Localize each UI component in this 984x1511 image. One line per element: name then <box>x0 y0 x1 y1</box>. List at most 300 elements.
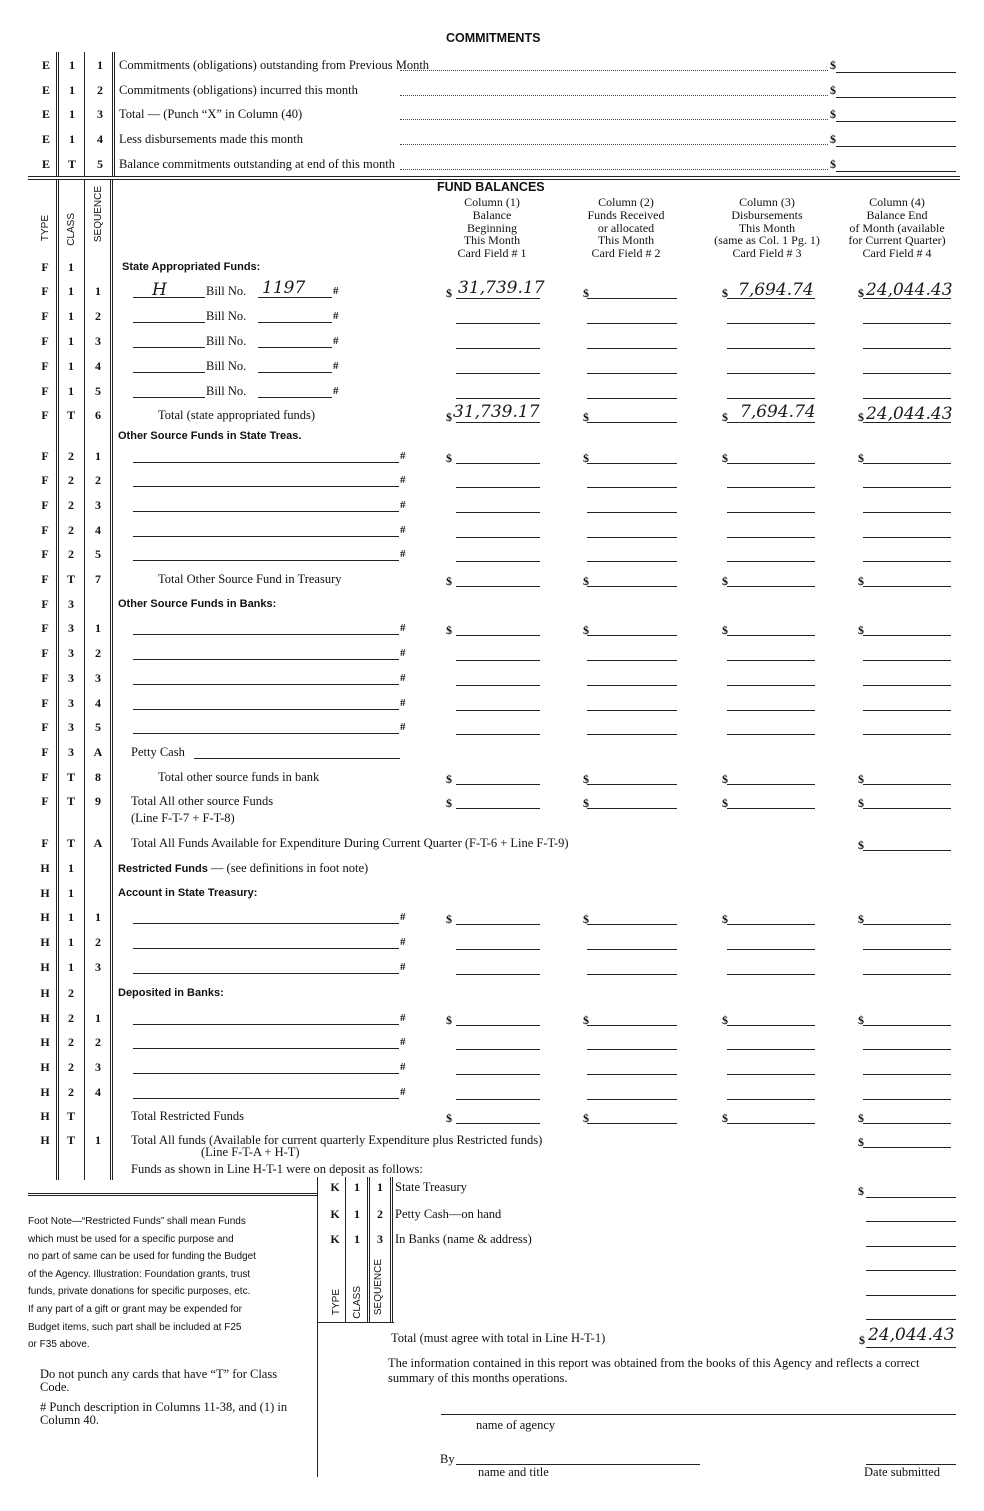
row-label: Total All Funds Available for Expenditure During Current Quarter (F-T-6 + Line F-T-9) <box>131 836 569 850</box>
row-sequence: A <box>93 836 103 850</box>
punch-mark: # <box>400 911 406 923</box>
row-sequence: 1 <box>95 621 101 635</box>
amount-dollar: $ <box>446 1013 452 1027</box>
row-type: F <box>41 523 49 537</box>
row-class: 3 <box>68 745 74 759</box>
commit-class: 1 <box>69 83 75 97</box>
row-class: 1 <box>68 309 74 323</box>
amount-col1-field[interactable] <box>456 924 540 925</box>
amount-col1-field[interactable] <box>456 1049 540 1050</box>
row-class: 1 <box>68 910 74 924</box>
amount-col3-field[interactable] <box>727 1074 815 1075</box>
punch-mark: # <box>400 672 406 684</box>
header-type: TYPE <box>40 215 51 242</box>
footnote-line: of the Agency. Illustration: Foundation grants, trust <box>28 1268 251 1280</box>
amount-col2-field[interactable] <box>587 487 677 488</box>
amount-col1-field[interactable] <box>456 373 540 374</box>
row-type: F <box>41 572 49 586</box>
row-label: Account in State Treasury: <box>118 887 258 899</box>
description-field[interactable] <box>133 973 399 974</box>
amount-col3-field[interactable] <box>727 512 815 513</box>
bill-type-field[interactable] <box>133 322 205 323</box>
amount-col2-field[interactable] <box>587 660 677 661</box>
amount-col3-field[interactable] <box>727 924 815 925</box>
row-class: 3 <box>68 621 74 635</box>
description-field[interactable] <box>133 948 399 949</box>
row-label: Total Restricted Funds <box>131 1109 245 1123</box>
row-sequence: 2 <box>95 935 101 949</box>
row-class: 2 <box>68 1060 74 1074</box>
deposit-amount-field[interactable] <box>866 1295 956 1296</box>
commit-amount-field[interactable] <box>836 121 956 122</box>
commit-amount-field[interactable] <box>836 146 956 147</box>
amount-col2-field[interactable] <box>587 512 677 513</box>
col4-header-line: for Current Quarter) <box>848 233 946 248</box>
by-label: By <box>440 1452 455 1466</box>
amount-col2-field[interactable] <box>587 1049 677 1050</box>
amount-col3-field[interactable] <box>727 808 815 809</box>
row-sequence: 4 <box>95 523 101 537</box>
amount-col3-field[interactable] <box>727 1099 815 1100</box>
row-type: F <box>41 384 49 398</box>
description-field[interactable] <box>133 560 399 561</box>
row-type: H <box>40 1133 50 1147</box>
col2-header-line: Column (2) <box>598 195 654 209</box>
hw-col3-ft6: 7,694.74 <box>740 402 816 422</box>
row-sequence: 3 <box>95 334 101 348</box>
ft9-sublabel: (Line F-T-7 + F-T-8) <box>131 811 235 825</box>
description-field[interactable] <box>133 1098 399 1099</box>
col1-header-line: This Month <box>463 233 521 248</box>
commit-amount-field[interactable] <box>836 72 956 73</box>
description-field[interactable] <box>133 659 399 660</box>
row-class: T <box>66 770 75 784</box>
amount-col1-field[interactable] <box>456 537 540 538</box>
final-total-dollar: $ <box>859 1333 865 1347</box>
amount-dollar: $ <box>446 912 452 926</box>
footnote-line: or F35 above. <box>28 1339 90 1351</box>
row-class: 1 <box>68 260 74 274</box>
amount-col2-field[interactable] <box>587 348 677 349</box>
amount-col3-field[interactable] <box>727 373 815 374</box>
amount-dollar: $ <box>722 574 728 588</box>
commit-sequence: 3 <box>97 107 103 121</box>
deposit-type: K <box>330 1207 340 1221</box>
row-sequence: 2 <box>95 473 101 487</box>
col3-header-line: Column (3) <box>739 195 795 209</box>
col3-header-line: This Month <box>738 220 796 235</box>
footnote-line: which must be used for a specific purpose and <box>28 1233 234 1245</box>
amount-col4-field[interactable] <box>863 635 951 636</box>
punch-mark: # <box>400 1086 406 1098</box>
amount-col2-field[interactable] <box>587 1025 677 1026</box>
row-type: F <box>41 284 49 298</box>
row-class: 1 <box>68 359 74 373</box>
row-label: Petty Cash <box>131 745 185 759</box>
row-class: 2 <box>68 523 74 537</box>
amount-col4-field[interactable] <box>863 1099 951 1100</box>
amount-col1-field[interactable] <box>456 422 540 423</box>
commit-type: E <box>41 83 50 97</box>
amount-col3-field[interactable] <box>727 635 815 636</box>
description-field[interactable] <box>133 511 399 512</box>
amount-col1-field[interactable] <box>456 323 540 324</box>
amount-col1-field[interactable] <box>456 685 540 686</box>
row-sequence: 5 <box>95 384 101 398</box>
amount-col1-field[interactable] <box>456 1099 540 1100</box>
description-field[interactable] <box>133 486 399 487</box>
bill-no-field[interactable] <box>258 322 332 323</box>
row-type: F <box>41 621 49 635</box>
col1-header-line: Beginning <box>467 220 517 235</box>
amount-dollar: $ <box>583 574 589 588</box>
bill-type-field[interactable] <box>133 347 205 348</box>
amount-col4-field[interactable] <box>863 784 951 785</box>
amount-col2-field[interactable] <box>587 924 677 925</box>
punch-mark: # <box>400 1012 406 1024</box>
amount-col2-field[interactable] <box>587 422 677 423</box>
row-class: 2 <box>68 1035 74 1049</box>
description-field[interactable] <box>133 923 399 924</box>
col4-header-line: of Month (available <box>849 220 945 235</box>
row-label: Other Source Funds in Banks: <box>118 598 277 610</box>
amount-col1-field[interactable] <box>456 586 540 587</box>
deposit-type: K <box>330 1232 340 1246</box>
row-sequence: 1 <box>95 284 101 298</box>
row-sequence: A <box>93 745 103 759</box>
amount-dollar: $ <box>583 286 589 300</box>
amount-col1-field[interactable] <box>456 1025 540 1026</box>
col2-header-line: or allocated <box>597 220 655 235</box>
deposit-class: 1 <box>354 1180 360 1194</box>
row-type: F <box>41 671 49 685</box>
hw-col1-ft6: 31,739.17 <box>453 402 540 422</box>
row-class: 1 <box>68 334 74 348</box>
footnote-line: Foot Note—“Restricted Funds” shall mean Funds <box>28 1216 246 1227</box>
amount-dollar: $ <box>722 796 728 810</box>
amount-col1-field[interactable] <box>456 660 540 661</box>
row-type: F <box>41 309 49 323</box>
amount-dollar: $ <box>583 451 589 465</box>
amount-col1-field[interactable] <box>456 710 540 711</box>
row-type: F <box>41 334 49 348</box>
row-class: T <box>66 572 75 586</box>
punch-description-note: # Punch description in Columns 11-38, and (1) in Column 40. <box>40 1400 288 1427</box>
amount-col3-field[interactable] <box>727 710 815 711</box>
amount-col3-field[interactable] <box>727 660 815 661</box>
amount-col1-field[interactable] <box>456 1074 540 1075</box>
amount-col1-field[interactable] <box>456 635 540 636</box>
row-class: 3 <box>68 671 74 685</box>
row-label: Total Other Source Fund in Treasury <box>158 572 342 586</box>
page-title: COMMITMENTS <box>446 31 541 45</box>
col2-header-line: Funds Received <box>587 207 665 222</box>
row-class: T <box>66 1109 75 1123</box>
amount-col4-field[interactable] <box>863 537 951 538</box>
row-type: F <box>41 794 49 808</box>
commit-label: Commitments (obligations) incurred this month <box>119 83 358 97</box>
amount-col1-field[interactable] <box>456 298 540 299</box>
row-class: 2 <box>68 1011 74 1025</box>
row-sequence: 4 <box>95 696 101 710</box>
description-field[interactable] <box>133 1048 399 1049</box>
description-field[interactable] <box>133 536 399 537</box>
row-type: F <box>41 770 49 784</box>
amount-col4-field[interactable] <box>863 398 951 399</box>
amount-col1-field[interactable] <box>456 398 540 399</box>
amount-col4-field[interactable] <box>863 373 951 374</box>
row-sequence: 2 <box>95 1035 101 1049</box>
col1-header-line: Column (1) <box>464 195 520 209</box>
dep-header-sequence: SEQUENCE <box>373 1259 384 1316</box>
amount-col3-field[interactable] <box>727 348 815 349</box>
row-type: H <box>40 1060 50 1074</box>
row-label: State Appropriated Funds: <box>122 261 261 273</box>
amount-col4-field[interactable] <box>863 1123 951 1124</box>
deposit-class: 1 <box>354 1207 360 1221</box>
hw-type-mark: H <box>152 280 167 300</box>
row-class: 3 <box>68 720 74 734</box>
col3-header-line: Card Field # 3 <box>732 246 802 261</box>
amount-col4-field[interactable] <box>863 463 951 464</box>
amount-col4-field[interactable] <box>863 1049 951 1050</box>
amount-col3-field[interactable] <box>727 561 815 562</box>
amount-col2-field[interactable] <box>587 298 677 299</box>
row-sequence: 2 <box>95 309 101 323</box>
deposit-sequence: 1 <box>377 1180 383 1194</box>
amount-col4-field[interactable] <box>863 808 951 809</box>
amount-col4-field[interactable] <box>863 561 951 562</box>
amount-dollar: $ <box>446 574 452 588</box>
amount-col3-field[interactable] <box>727 685 815 686</box>
amount-col4-field[interactable] <box>863 660 951 661</box>
amount-col2-field[interactable] <box>587 537 677 538</box>
bill-no-field[interactable] <box>258 372 332 373</box>
row-sequence: 7 <box>95 572 101 586</box>
amount-dollar: $ <box>858 772 864 786</box>
amount-col1-field[interactable] <box>456 974 540 975</box>
description-field[interactable] <box>133 634 399 635</box>
bill-no-field[interactable] <box>258 397 332 398</box>
amount-col2-field[interactable] <box>587 586 677 587</box>
amount-col3-field[interactable] <box>727 974 815 975</box>
amount-col4-field[interactable] <box>863 710 951 711</box>
col1-header-line: Balance <box>472 207 512 222</box>
hw-col4-ft6: 24,044.43 <box>866 404 953 424</box>
punch-mark: # <box>333 335 339 347</box>
amount-col2-field[interactable] <box>587 373 677 374</box>
amount-col2-field[interactable] <box>587 974 677 975</box>
amount-col2-field[interactable] <box>587 1099 677 1100</box>
total-must-agree-label: Total (must agree with total in Line H-T-1) <box>391 1331 606 1345</box>
amount-col4-field[interactable] <box>863 850 951 851</box>
amount-col2-field[interactable] <box>587 398 677 399</box>
commit-label: Commitments (obligations) outstanding from Previous Month <box>119 58 430 72</box>
bill-no-label: Bill No. <box>206 359 247 373</box>
row-type: F <box>41 260 49 274</box>
deposit-amount-field[interactable] <box>866 1197 956 1198</box>
amount-col4-field[interactable] <box>863 348 951 349</box>
punch-mark: # <box>400 936 406 948</box>
deposit-class: 1 <box>354 1232 360 1246</box>
row-type: H <box>40 1109 50 1123</box>
amount-col4-field[interactable] <box>863 586 951 587</box>
amount-col1-field[interactable] <box>456 463 540 464</box>
bill-type-field[interactable] <box>133 372 205 373</box>
amount-col2-field[interactable] <box>587 685 677 686</box>
amount-col3-field[interactable] <box>727 1049 815 1050</box>
amount-col1-field[interactable] <box>456 512 540 513</box>
amount-col2-field[interactable] <box>587 463 677 464</box>
punch-mark: # <box>333 285 339 297</box>
punch-mark: # <box>400 647 406 659</box>
amount-col2-field[interactable] <box>587 1074 677 1075</box>
amount-col1-field[interactable] <box>456 784 540 785</box>
row-label: Total other source funds in bank <box>158 770 320 784</box>
row-sequence: 5 <box>95 720 101 734</box>
amount-col2-field[interactable] <box>587 1123 677 1124</box>
amount-col2-field[interactable] <box>587 710 677 711</box>
row-type: F <box>41 745 49 759</box>
amount-col3-field[interactable] <box>727 586 815 587</box>
commit-label: Balance commitments outstanding at end of this month <box>119 157 395 171</box>
deposit-label: Petty Cash—on hand <box>395 1207 502 1221</box>
row-class: 2 <box>68 498 74 512</box>
amount-dollar: $ <box>858 796 864 810</box>
amount-col4-field[interactable] <box>863 512 951 513</box>
amount-col4-field[interactable] <box>863 685 951 686</box>
amount-col2-field[interactable] <box>587 784 677 785</box>
amount-col1-field[interactable] <box>456 487 540 488</box>
amount-col2-field[interactable] <box>587 635 677 636</box>
description-field[interactable] <box>133 684 399 685</box>
row-sequence: 1 <box>95 1133 101 1147</box>
amount-col4-field[interactable] <box>863 323 951 324</box>
amount-col3-field[interactable] <box>727 398 815 399</box>
deposit-amount-field[interactable] <box>866 1319 956 1320</box>
commit-dollar: $ <box>830 107 836 121</box>
commit-sequence: 5 <box>97 157 103 171</box>
row-type: H <box>40 986 50 1000</box>
amount-dollar: $ <box>446 623 452 637</box>
amount-col4-field[interactable] <box>863 1025 951 1026</box>
ht1-sublabel: (Line F-T-A + H-T) <box>201 1145 300 1159</box>
petty-cash-field[interactable] <box>194 758 400 759</box>
deposit-amount-field[interactable] <box>866 1221 956 1222</box>
amount-col4-field[interactable] <box>863 1147 951 1148</box>
commit-class: 1 <box>69 132 75 146</box>
amount-col1-field[interactable] <box>456 348 540 349</box>
row-class: 3 <box>68 696 74 710</box>
description-field[interactable] <box>133 1024 399 1025</box>
commit-dollar: $ <box>830 157 836 171</box>
punch-mark: # <box>400 548 406 560</box>
punch-mark: # <box>400 721 406 733</box>
bill-no-label: Bill No. <box>206 334 247 348</box>
amount-col2-field[interactable] <box>587 561 677 562</box>
row-sequence: 1 <box>95 449 101 463</box>
description-field[interactable] <box>133 462 399 463</box>
deposit-intro: Funds as shown in Line H-T-1 were on deposit as follows: <box>131 1162 423 1176</box>
no-punch-note: Do not punch any cards that have “T” for Class Code. <box>40 1367 278 1394</box>
amount-col4-field[interactable] <box>863 949 951 950</box>
bill-type-field[interactable] <box>133 297 205 298</box>
header-class: CLASS <box>66 213 77 246</box>
description-field[interactable] <box>133 709 399 710</box>
amount-dollar: $ <box>858 838 864 852</box>
amount-col3-field[interactable] <box>727 323 815 324</box>
amount-col4-field[interactable] <box>863 1074 951 1075</box>
fund-balances-title: FUND BALANCES <box>437 180 545 194</box>
commit-dollar: $ <box>830 83 836 97</box>
row-sequence: 1 <box>95 910 101 924</box>
amount-col2-field[interactable] <box>587 808 677 809</box>
amount-col3-field[interactable] <box>727 784 815 785</box>
row-sequence: 1 <box>95 1011 101 1025</box>
description-field[interactable] <box>133 1073 399 1074</box>
amount-dollar: $ <box>858 451 864 465</box>
row-type: F <box>41 696 49 710</box>
bill-no-label: Bill No. <box>206 284 247 298</box>
amount-col2-field[interactable] <box>587 323 677 324</box>
amount-col3-field[interactable] <box>727 734 815 735</box>
amount-col4-field[interactable] <box>863 924 951 925</box>
amount-col1-field[interactable] <box>456 734 540 735</box>
description-field[interactable] <box>133 733 399 734</box>
row-type: F <box>41 547 49 561</box>
amount-col1-field[interactable] <box>456 808 540 809</box>
amount-col3-field[interactable] <box>727 949 815 950</box>
commit-amount-field[interactable] <box>836 97 956 98</box>
amount-col1-field[interactable] <box>456 949 540 950</box>
amount-col3-field[interactable] <box>727 422 815 423</box>
certification-text: The information contained in this report was obtained from the books of this Agency and reflects a correct summary of this months operations. <box>388 1356 920 1385</box>
row-type: H <box>40 1011 50 1025</box>
amount-col3-field[interactable] <box>727 1123 815 1124</box>
amount-col2-field[interactable] <box>587 734 677 735</box>
row-sequence: 3 <box>95 671 101 685</box>
amount-col3-field[interactable] <box>727 1025 815 1026</box>
amount-col1-field[interactable] <box>456 561 540 562</box>
punch-mark: # <box>400 499 406 511</box>
amount-dollar: $ <box>722 286 728 300</box>
commit-amount-field[interactable] <box>836 171 956 172</box>
bill-type-field[interactable] <box>133 397 205 398</box>
amount-col3-field[interactable] <box>727 463 815 464</box>
amount-col3-field[interactable] <box>727 487 815 488</box>
deposit-amount-field[interactable] <box>866 1270 956 1271</box>
header-sequence: SEQUENCE <box>93 186 104 243</box>
amount-col4-field[interactable] <box>863 734 951 735</box>
amount-col3-field[interactable] <box>727 537 815 538</box>
punch-mark: # <box>333 360 339 372</box>
bill-no-field[interactable] <box>258 347 332 348</box>
amount-dollar: $ <box>858 410 864 424</box>
amount-dollar: $ <box>722 1111 728 1125</box>
punch-mark: # <box>333 310 339 322</box>
row-type: F <box>41 449 49 463</box>
amount-col4-field[interactable] <box>863 487 951 488</box>
deposit-amount-field[interactable] <box>866 1246 956 1247</box>
row-label: Restricted Funds — (see definitions in foot note) <box>118 861 369 875</box>
amount-col1-field[interactable] <box>456 1123 540 1124</box>
amount-col4-field[interactable] <box>863 974 951 975</box>
amount-col2-field[interactable] <box>587 949 677 950</box>
amount-dollar: $ <box>583 772 589 786</box>
row-class: T <box>66 1133 75 1147</box>
row-type: F <box>41 720 49 734</box>
amount-dollar: $ <box>858 1135 864 1149</box>
